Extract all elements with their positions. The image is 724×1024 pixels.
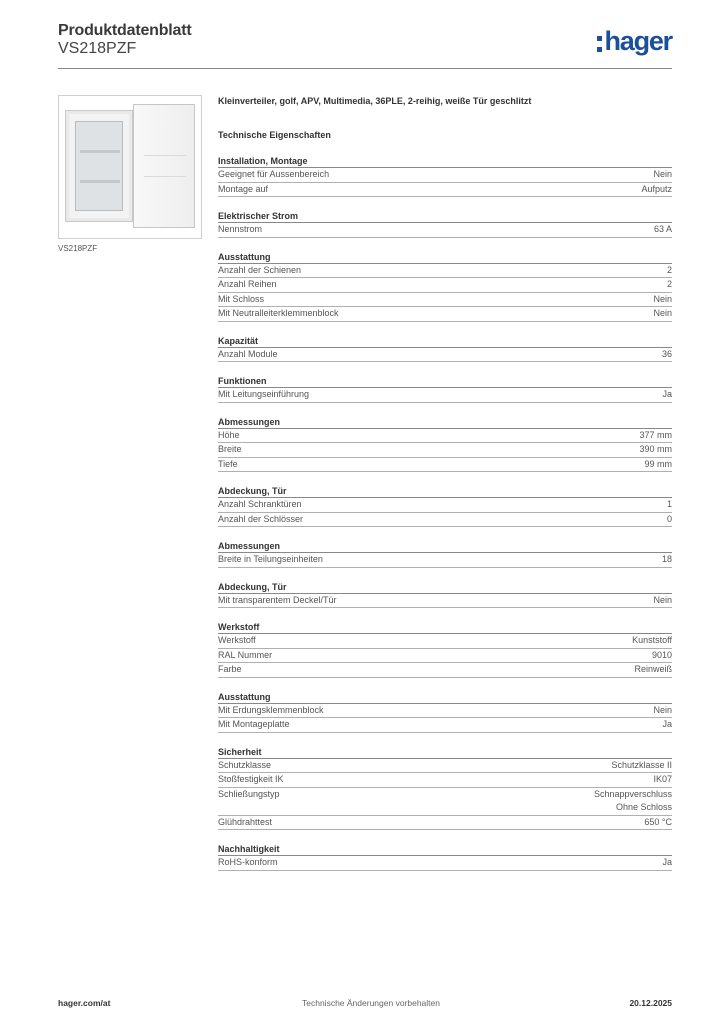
spec-section <box>218 252 672 322</box>
spec-label: Geeignet für Aussenbereich <box>218 169 330 179</box>
spec-row <box>218 348 672 363</box>
header-divider <box>58 68 672 69</box>
footer-website: hager.com/at <box>58 998 111 1008</box>
product-description: Kleinverteiler, golf, APV, Multimedia, 36PLE, 2-reihig, weiße Tür geschlitzt <box>218 96 532 106</box>
spec-label: Mit transparentem Deckel/Tür <box>218 594 337 605</box>
page-header <box>58 20 672 68</box>
section-title: Funktionen <box>218 376 672 388</box>
spec-row <box>218 773 672 788</box>
spec-section <box>218 582 672 609</box>
spec-value: Kunststoff <box>632 635 672 645</box>
spec-row <box>218 223 672 238</box>
page-title: Produktdatenblatt <box>58 22 192 39</box>
spec-row <box>218 663 672 678</box>
spec-label: Breite in Teilungseinheiten <box>218 554 323 564</box>
section-title: Abdeckung, Tür <box>218 582 672 594</box>
spec-value: Aufputz <box>641 183 672 194</box>
spec-value: Schutzklasse II <box>611 759 672 770</box>
spec-label: RoHS-konform <box>218 857 278 867</box>
spec-label: Anzahl Schranktüren <box>218 499 302 509</box>
spec-label: Anzahl der Schlösser <box>218 513 304 524</box>
cabinet-door <box>133 104 195 228</box>
product-code: VS218PZF <box>58 40 137 57</box>
spec-row <box>218 264 672 279</box>
spec-value: Reinweiß <box>634 664 672 674</box>
section-title: Abmessungen <box>218 417 672 429</box>
spec-value: Ja <box>662 719 672 729</box>
spec-label: Mit Leitungseinführung <box>218 389 310 399</box>
spec-label: Breite <box>218 444 242 454</box>
spec-value: 2 <box>666 264 672 275</box>
section-title: Werkstoff <box>218 622 672 634</box>
spec-value: 18 <box>661 554 672 564</box>
spec-section <box>218 541 672 568</box>
spec-row <box>218 718 672 733</box>
section-title: Sicherheit <box>218 747 672 759</box>
spec-section <box>218 156 672 197</box>
section-title: Kapazität <box>218 336 672 348</box>
image-caption: VS218PZF <box>58 244 98 253</box>
spec-value: 2 <box>666 279 672 289</box>
section-title: Abmessungen <box>218 541 672 553</box>
spec-label: Mit Neutralleiterklemmenblock <box>218 308 339 318</box>
spec-label: Anzahl Reihen <box>218 279 277 289</box>
section-title: Nachhaltigkeit <box>218 844 672 856</box>
cabinet-interior <box>75 121 123 211</box>
spec-row <box>218 513 672 528</box>
hager-logo <box>597 26 672 56</box>
spec-value: Nein <box>653 169 672 179</box>
spec-section <box>218 747 672 831</box>
spec-row <box>218 168 672 183</box>
section-title: Installation, Montage <box>218 156 672 168</box>
spec-value: Nein <box>653 594 672 605</box>
spec-section <box>218 844 672 871</box>
section-title: Abdeckung, Tür <box>218 486 672 498</box>
spec-row <box>218 594 672 609</box>
spec-label: Farbe <box>218 664 242 674</box>
distribution-cabinet-image <box>58 95 202 239</box>
footer-date: 20.12.2025 <box>629 998 672 1008</box>
tech-properties-heading: Technische Eigenschaften <box>218 130 331 140</box>
spec-value: 63 A <box>653 224 672 234</box>
spec-label: Schutzklasse <box>218 759 272 770</box>
cabinet-body <box>65 110 133 222</box>
spec-value: 1 <box>666 499 672 509</box>
spec-label: Stoßfestigkeit IK <box>218 774 284 784</box>
spec-section <box>218 622 672 678</box>
footer-notice: Technische Änderungen vorbehalten <box>302 998 440 1008</box>
spec-row <box>218 278 672 293</box>
spec-row <box>218 429 672 444</box>
spec-row <box>218 856 672 871</box>
spec-section <box>218 486 672 527</box>
spec-value: IK07 <box>653 774 672 784</box>
spec-label: Mit Erdungsklemmenblock <box>218 704 324 715</box>
spec-label: Mit Montageplatte <box>218 719 290 729</box>
spec-value: 99 mm <box>644 458 672 469</box>
spec-label: Höhe <box>218 429 240 440</box>
spec-row <box>218 458 672 473</box>
spec-section <box>218 336 672 363</box>
spec-value: Ja <box>662 857 672 867</box>
spec-section <box>218 417 672 473</box>
section-title: Ausstattung <box>218 252 672 264</box>
spec-value: 36 <box>661 348 672 359</box>
spec-label: Tiefe <box>218 458 238 469</box>
spec-sections <box>218 156 672 871</box>
section-title: Elektrischer Strom <box>218 211 672 223</box>
section-title: Ausstattung <box>218 692 672 704</box>
spec-label: Glühdrahttest <box>218 816 273 827</box>
spec-row <box>218 634 672 649</box>
spec-value: Schnappverschluss Ohne Schloss <box>593 788 672 812</box>
spec-row <box>218 388 672 403</box>
spec-row <box>218 498 672 513</box>
spec-label: Mit Schloss <box>218 293 265 304</box>
spec-row <box>218 759 672 774</box>
spec-row <box>218 553 672 568</box>
spec-value: 0 <box>666 513 672 524</box>
spec-row <box>218 704 672 719</box>
spec-label: Schließungstyp <box>218 788 280 799</box>
spec-value: Ja <box>662 389 672 399</box>
spec-row <box>218 443 672 458</box>
spec-label: Anzahl der Schienen <box>218 264 302 275</box>
spec-section <box>218 376 672 403</box>
spec-label: Montage auf <box>218 183 269 194</box>
spec-value: 377 mm <box>639 429 672 440</box>
spec-label: Nennstrom <box>218 224 263 234</box>
spec-row <box>218 816 672 831</box>
spec-label: Anzahl Module <box>218 348 278 359</box>
spec-label: RAL Nummer <box>218 649 273 660</box>
spec-value: Nein <box>653 308 672 318</box>
spec-row <box>218 649 672 664</box>
spec-section <box>218 692 672 733</box>
spec-value: 650 °C <box>644 816 672 827</box>
spec-content <box>218 96 672 871</box>
spec-section <box>218 211 672 238</box>
spec-row <box>218 307 672 322</box>
spec-value: 390 mm <box>639 444 672 454</box>
spec-label: Werkstoff <box>218 635 256 645</box>
logo-colon-icon <box>597 36 602 52</box>
spec-row <box>218 788 672 816</box>
spec-row <box>218 293 672 308</box>
spec-value: 9010 <box>651 649 672 660</box>
logo-text: hager <box>604 26 672 56</box>
spec-value: Nein <box>653 704 672 715</box>
spec-row <box>218 183 672 198</box>
spec-value: Nein <box>653 293 672 304</box>
